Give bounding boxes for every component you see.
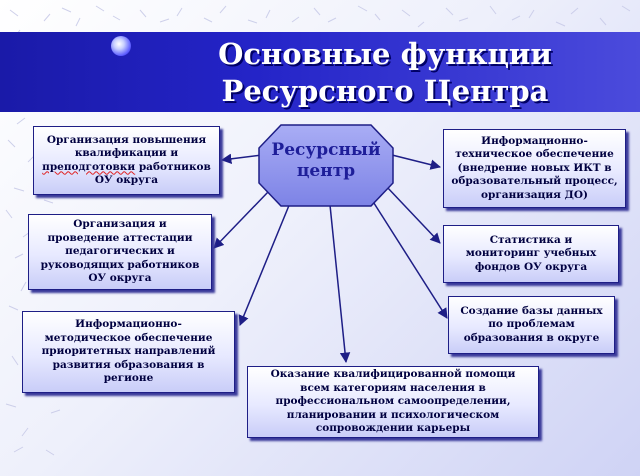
box-assistance xyxy=(247,366,539,438)
arrow-to-assistance xyxy=(330,205,346,362)
qualification-line-3-rest: работников xyxy=(135,160,211,173)
arrow-to-methodical xyxy=(240,203,290,325)
box-attestation xyxy=(28,214,212,290)
qualification-line-4: ОУ округа xyxy=(94,174,159,186)
box-statistics xyxy=(443,225,619,283)
methodical-text: Информационно-методическое обеспечение приоритетных направлений развития образования в регионе xyxy=(41,318,216,385)
center-line-1: Ресурсный xyxy=(271,140,381,160)
arrow-to-database xyxy=(372,200,447,318)
arrow-to-qualification xyxy=(222,155,262,160)
qualification-underlined-word: преподготовки xyxy=(42,160,136,173)
technical-text: Информационно- техническое обеспечение (внедрение новых ИКТ в образовательный процесс, организация ДО) xyxy=(451,134,618,201)
title-line-2: Ресурсного Центра xyxy=(221,74,549,108)
database-text: Создание базы данных по проблемам образования в округе xyxy=(460,304,603,344)
statistics-text: Статистика и мониторинг учебных фондов ОУ округа xyxy=(465,233,597,273)
title-line-1: Основные функции xyxy=(218,37,552,71)
assistance-text: Оказание квалифицированной помощи всем категориям населения в профессиональном самоопределении, планировании и психологическом сопровождении карьеры xyxy=(270,368,516,435)
box-database xyxy=(448,296,615,354)
attestation-text: Организация и проведение аттестации педагогических и руководящих работников ОУ округа xyxy=(40,218,200,285)
box-qualification xyxy=(33,126,220,195)
box-methodical xyxy=(22,311,235,393)
center-label xyxy=(260,140,392,182)
arrow-to-attestation xyxy=(214,192,268,248)
box-technical xyxy=(443,129,626,208)
center-line-2: центр xyxy=(296,161,356,181)
qualification-line-1: Организация повышения xyxy=(46,133,207,146)
arrow-to-technical xyxy=(392,155,440,167)
qualification-line-2: квалификации и xyxy=(74,147,179,159)
